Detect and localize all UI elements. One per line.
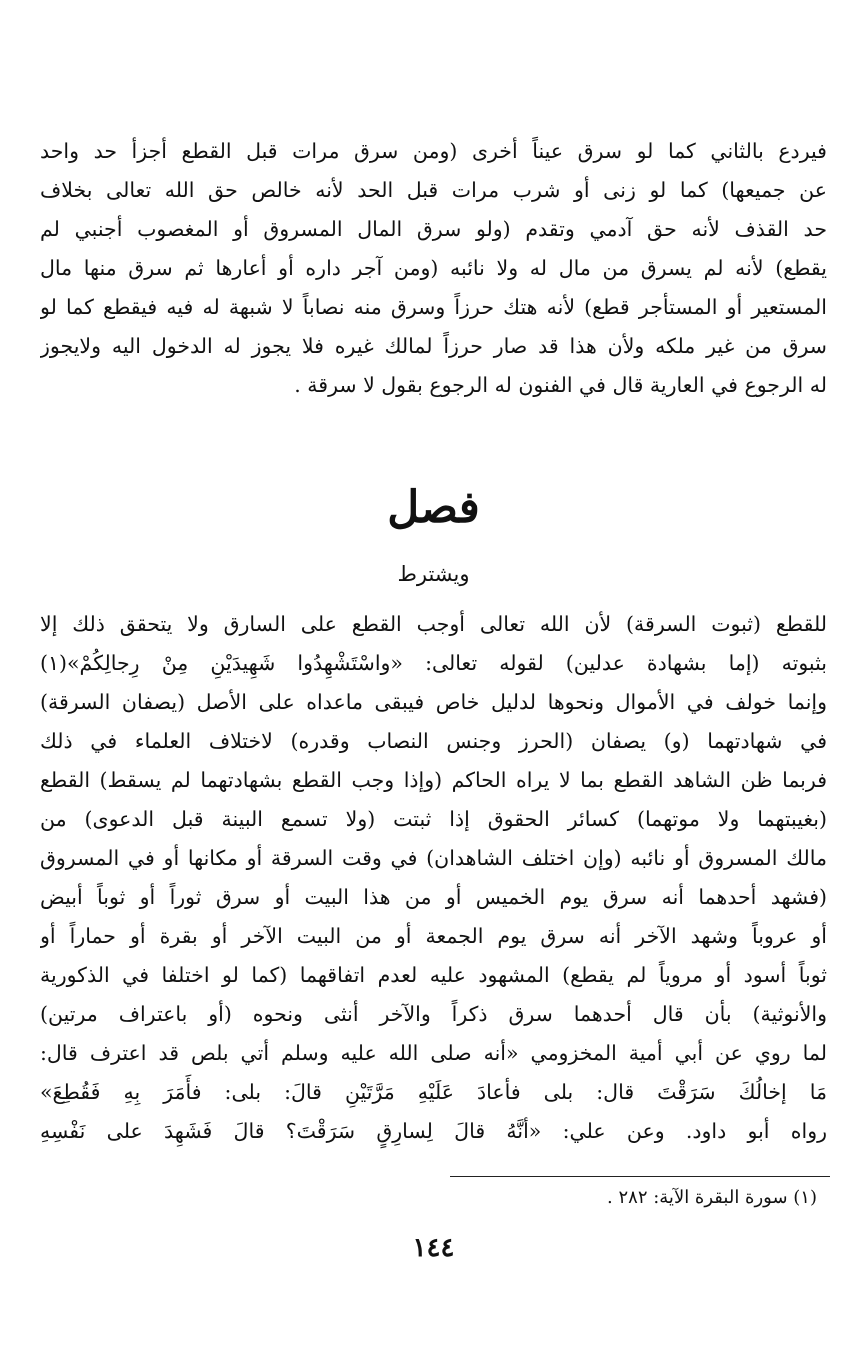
text-line: لما روي عن أبي أمية المخزومي «أنه صلى الله عليه وسلم أتي بلص قد اعترف قال: xyxy=(40,1041,827,1065)
footnote: (١) سورة البقرة الآية: ٢٨٢ . xyxy=(607,1187,817,1208)
text-line: أو عروباً وشهد الآخر أنه سرق يوم الجمعة أو من البيت الآخر أو بقرة أو حماراً أو xyxy=(40,924,827,948)
text-line: ثوباً أسود أو مروياً لم يقطع) المشهود عليه لعدم اتفاقهما (كما لو اختلفا في الذكورية xyxy=(40,963,827,987)
text-line: والأنوثية) بأن قال أحدهما سرق ذكراً والآخر أنثى ونحوه (أو باعتراف مرتين) xyxy=(40,1002,827,1026)
footnote-divider xyxy=(450,1176,830,1177)
text-line: يقطع) لأنه لم يسرق من مال له ولا نائبه (ومن آجر داره أو أعارها ثم سرق منها مال xyxy=(40,256,827,280)
text-line: (بغيبتهما ولا موتهما) كسائر الحقوق إذا ثبتت (ولا تسمع البينة قبل الدعوى) من xyxy=(40,807,827,831)
text-line: (فشهد أحدهما أنه سرق يوم الخميس أو من هذا البيت أو سرق ثوراً أو ثوباً أبيض xyxy=(40,885,827,909)
subheading: ويشترط xyxy=(397,562,470,586)
text-line: سرق من غير ملكه ولأن هذا قد صار حرزاً لمالك غيره فلا يجوز له الدخول اليه ولايجوز xyxy=(40,334,827,358)
text-line: فيردع بالثاني كما لو سرق عيناً أخرى (ومن سرق مرات قبل القطع أجزأ حد واحد xyxy=(40,139,827,163)
text-line: بثبوته (إما بشهادة عدلين) لقوله تعالى: «واسْتَشْهِدُوا شَهِيدَيْنِ مِنْ رِجالِكُمْ»(١) xyxy=(40,651,827,675)
top-paragraph xyxy=(40,132,827,405)
text-line: رواه أبو داود. وعن علي: «أنَّهُ قالَ لِسارِقٍ سَرَقْتَ؟ قالَ فَشَهِدَ على نَفْسِهِ xyxy=(40,1119,827,1143)
main-paragraph xyxy=(40,605,827,1151)
text-line: عن جميعها) كما لو زنى أو شرب مرات قبل الحد لأنه خالص حق الله تعالى بخلاف xyxy=(40,178,827,202)
text-line: مَا إخالُكَ سَرَقْتَ قال: بلى فأعادَ عَلَيْهِ مَرَّتَيْنِ قالَ: بلى: فأَمَرَ بِهِ فَقُطِعَ» xyxy=(40,1080,827,1104)
section-heading: فصل xyxy=(387,482,480,533)
text-line: للقطع (ثبوت السرقة) لأن الله تعالى أوجب القطع على السارق ولا يتحقق ذلك إلا xyxy=(40,612,827,636)
text-line: حد القذف لأنه حق آدمي وتقدم (ولو سرق المال المسروق أو المغصوب أجنبي لم xyxy=(40,217,827,241)
text-line: المستعير أو المستأجر قطع) لأنه هتك حرزاً وسرق منه نصاباً لا شبهة له فيه فيقطع كما لو xyxy=(40,295,827,319)
text-line: له الرجوع في العارية قال في الفنون له الرجوع بقول لا سرقة . xyxy=(294,373,827,397)
text-line: مالك المسروق أو نائبه (وإن اختلف الشاهدان) في وقت السرقة أو مكانها أو في المسروق xyxy=(40,846,827,870)
text-line: في شهادتهما (و) يصفان (الحرز وجنس النصاب وقدره) لاختلاف العلماء في ذلك xyxy=(40,729,827,753)
text-line: فربما ظن الشاهد القطع بما لا يراه الحاكم (وإذا وجب القطع بشهادتهما لم يسقط) القطع xyxy=(40,768,827,792)
page-number: ١٤٤ xyxy=(412,1233,455,1263)
text-line: وإنما خولف في الأموال ونحوها لدليل خاص فيبقى ماعداه على الأصل (يصفان السرقة) xyxy=(40,690,827,714)
